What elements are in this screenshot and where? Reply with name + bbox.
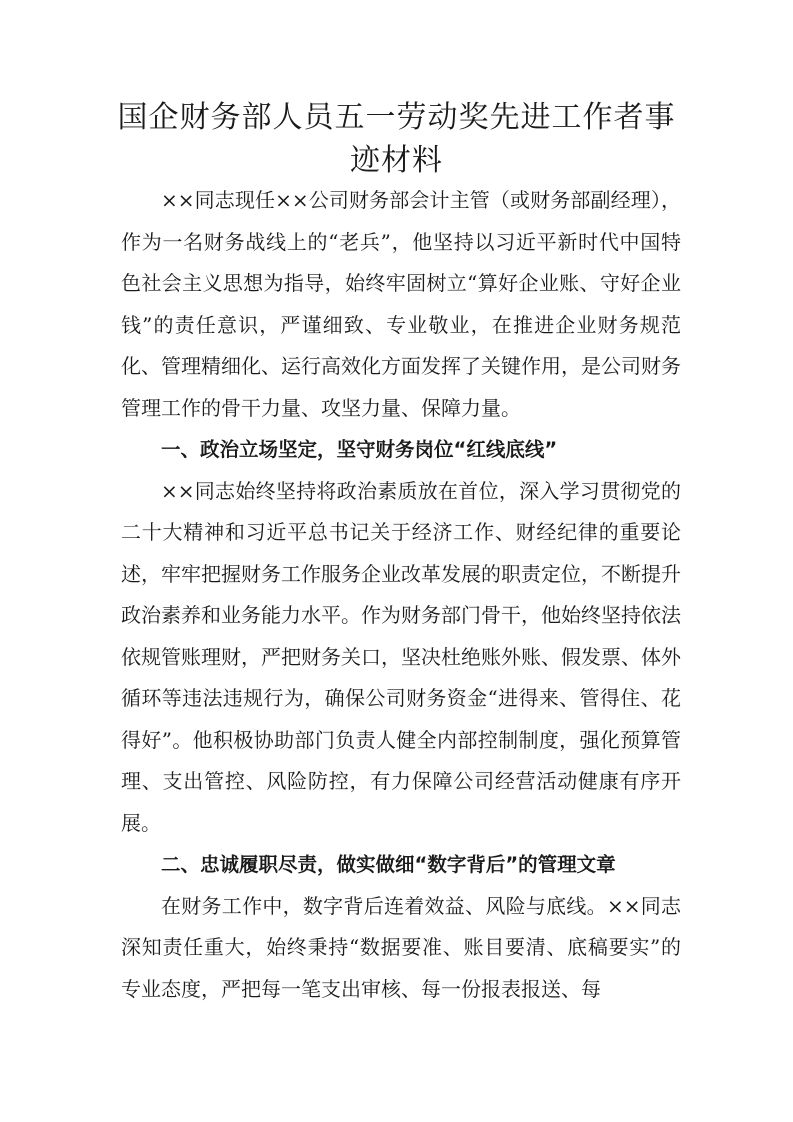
document-title-line-1: 国企财务部人员五一劳动奖先进工作者事: [117, 100, 676, 135]
section-1-paragraph: ××同志始终坚持将政治素质放在首位，深入学习贯彻党的二十大精神和习近平总书记关于经济工作、财经纪律的重要论述，牢牢把握财务工作服务企业改革发展的职责定位，不断提升政治素养和业务能力水平。作为财务部门骨干，他始终坚持依法依规管账理财，严把财务关口，坚决杜绝账外账、假发票、体外循环等违法违规行为，确保公司财务资金“进得来、管得住、花得好”。他积极协助部门负责人健全内部控制制度，强化预算管理、支出管控、风险防控，有力保障公司经营活动健康有序开展。: [121, 478, 681, 835]
intro-paragraph: ××同志现任××公司财务部会计主管（或财务部副经理），作为一名财务战线上的“老兵”，他坚持以习近平新时代中国特色社会主义思想为指导，始终牢固树立“算好企业账、守好企业钱”的责任意识，严谨细致、专业敬业，在推进企业财务规范化、管理精细化、运行高效化方面发挥了关键作用，是公司财务管理工作的骨干力量、攻坚力量、保障力量。: [121, 188, 681, 420]
document-body: [121, 180, 681, 1010]
section-2-paragraph: 在财务工作中，数字背后连着效益、风险与底线。××同志深知责任重大，始终秉持“数据要准、账目要清、底稿要实”的专业态度，严把每一笔支出审核、每一份报表报送、每: [121, 893, 681, 1001]
section-2-heading: 二、忠诚履职尽责，做实做细“数字背后”的管理文章: [161, 853, 616, 876]
section-1-heading: 一、政治立场坚定，坚守财务岗位“红线底线”: [161, 438, 558, 461]
document-title-line-2: 迹材料: [350, 143, 443, 178]
